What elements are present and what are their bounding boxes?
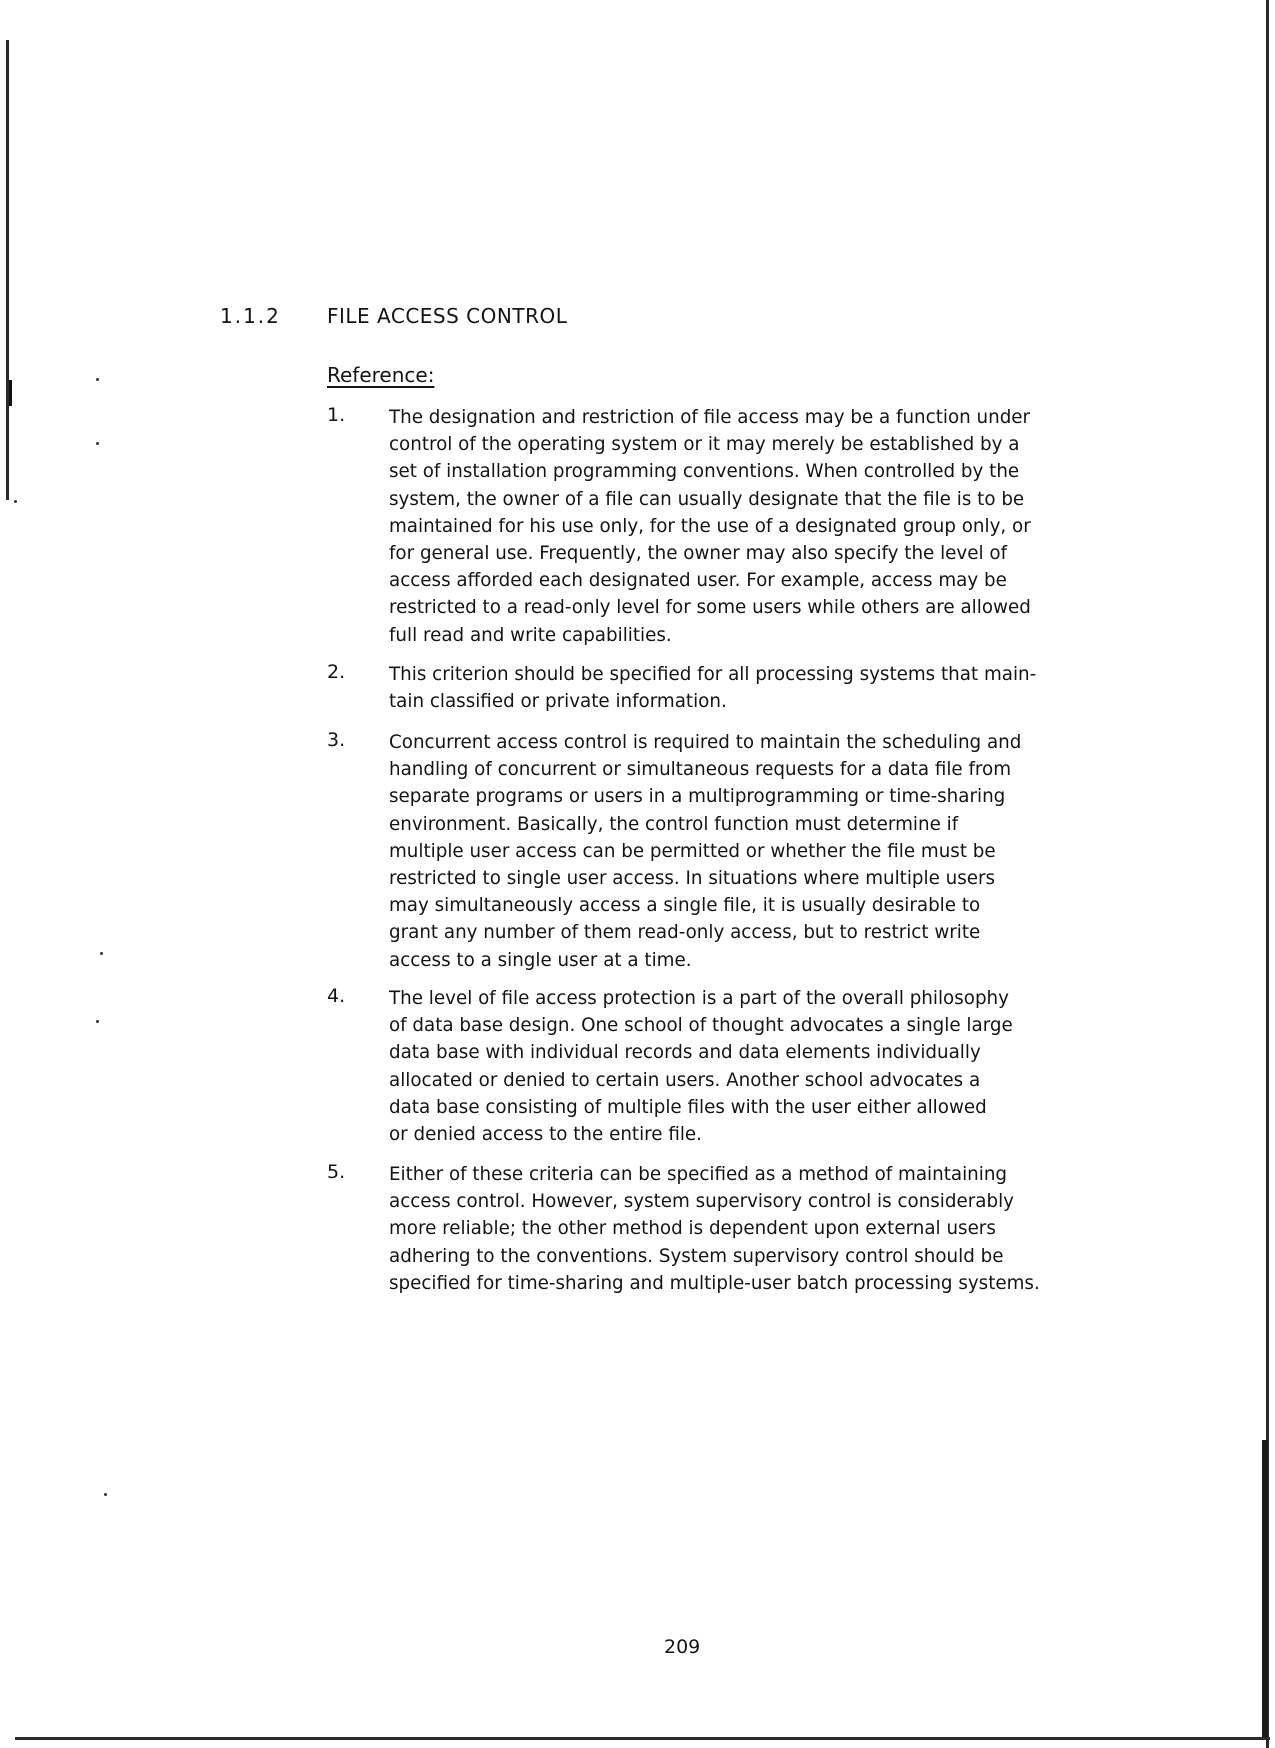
text-line: restricted to a read-only level for some users while others are allowed xyxy=(389,597,1031,619)
text-line: for general use. Frequently, the owner may also specify the level of xyxy=(389,543,1007,565)
page-number: 209 xyxy=(664,1636,701,1658)
list-item-number: 4. xyxy=(327,985,346,1007)
text-line: access afforded each designated user. For example, access may be xyxy=(389,570,1007,592)
scan-edge-left xyxy=(6,40,9,500)
text-line: more reliable; the other method is dependent upon external users xyxy=(389,1218,996,1240)
list-item-text xyxy=(389,985,1089,1148)
text-line: environment. Basically, the control function must determine if xyxy=(389,813,959,835)
text-line: specified for time-sharing and multiple-user batch processing systems. xyxy=(389,1272,1040,1294)
text-line: separate programs or users in a multiprogramming or time-sharing xyxy=(389,786,1006,808)
scan-speck xyxy=(96,378,99,381)
scan-edge-left-mark xyxy=(9,380,12,406)
text-line: system, the owner of a file can usually designate that the file is to be xyxy=(389,488,1025,510)
text-line: multiple user access can be permitted or whether the file must be xyxy=(389,840,996,862)
text-line: or denied access to the entire file. xyxy=(389,1124,702,1146)
text-line: access to a single user at a time. xyxy=(389,949,692,971)
text-line: grant any number of them read-only access, but to restrict write xyxy=(389,922,981,944)
text-line: restricted to single user access. In situations where multiple users xyxy=(389,868,996,890)
text-line: set of installation programming conventions. When controlled by the xyxy=(389,461,1020,483)
list-item-text xyxy=(389,729,1089,974)
text-line: maintained for his use only, for the use of a designated group only, or xyxy=(389,515,1031,537)
text-line: tain classified or private information. xyxy=(389,691,727,713)
text-line: Either of these criteria can be specified as a method of maintaining xyxy=(389,1164,1008,1185)
section-title: FILE ACCESS CONTROL xyxy=(327,304,568,328)
reference-label: Reference: xyxy=(327,363,435,387)
list-item-text xyxy=(389,661,1089,715)
list-item-number: 3. xyxy=(327,729,346,751)
text-line: This criterion should be specified for all processing systems that main- xyxy=(389,664,1037,685)
text-line: data base consisting of multiple files with the user either allowed xyxy=(389,1096,987,1118)
text-line: allocated or denied to certain users. Another school advocates a xyxy=(389,1069,981,1091)
list-item-number: 2. xyxy=(327,661,346,683)
text-line: handling of concurrent or simultaneous requests for a data file from xyxy=(389,759,1012,781)
list-item-number: 1. xyxy=(327,404,346,426)
text-line: full read and write capabilities. xyxy=(389,624,672,646)
text-line: The level of file access protection is a part of the overall philosophy xyxy=(389,988,1009,1009)
scan-speck xyxy=(104,1493,107,1496)
text-line: may simultaneously access a single file, it is usually desirable to xyxy=(389,895,981,917)
text-line: Concurrent access control is required to maintain the scheduling and xyxy=(389,732,1022,753)
section-number: 1.1.2 xyxy=(220,304,281,328)
scan-speck xyxy=(96,1020,99,1023)
list-item-text xyxy=(389,1161,1089,1297)
text-line: of data base design. One school of thought advocates a single large xyxy=(389,1015,1013,1037)
scan-speck xyxy=(96,442,99,445)
scan-speck xyxy=(14,500,17,503)
text-line: control of the operating system or it may merely be established by a xyxy=(389,434,1020,456)
text-line: data base with individual records and data elements individually xyxy=(389,1042,981,1064)
scan-edge-bottom xyxy=(15,1737,1270,1740)
text-line: access control. However, system supervisory control is considerably xyxy=(389,1191,1014,1213)
list-item-number: 5. xyxy=(327,1161,346,1183)
list-item-text xyxy=(389,404,1089,649)
text-line: adhering to the conventions. System supervisory control should be xyxy=(389,1245,1004,1267)
scan-speck xyxy=(100,952,103,955)
text-line: The designation and restriction of file access may be a function under xyxy=(389,407,1031,428)
scan-edge-right-shadow xyxy=(1262,1440,1268,1740)
